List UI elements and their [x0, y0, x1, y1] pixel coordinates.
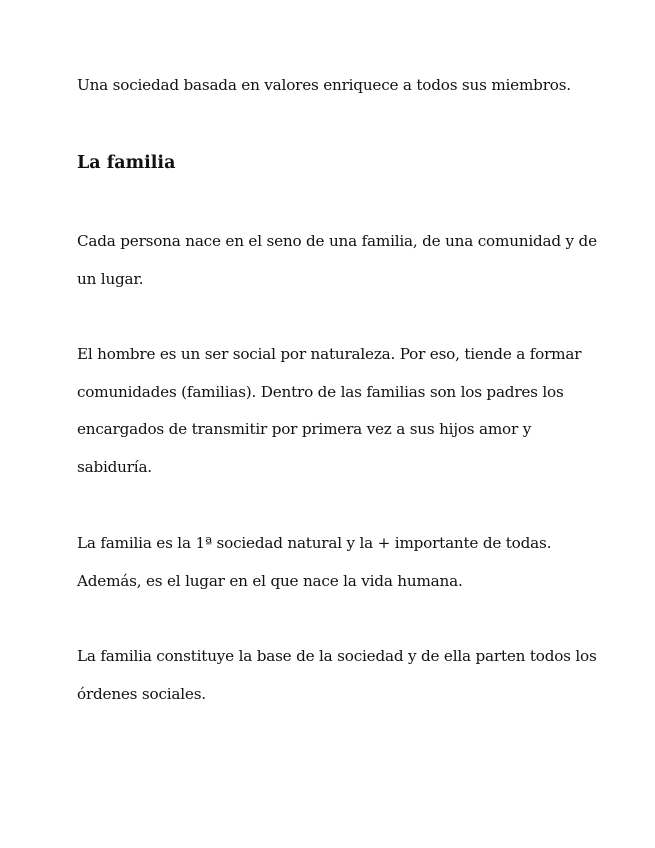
paragraph-line: un lugar. [77, 269, 144, 288]
paragraph-line: La familia constituye la base de la sociedad y de ella parten todos los [77, 647, 597, 665]
paragraph-line: Además, es el lugar en el que nace la vida humana. [77, 571, 463, 590]
paragraph-first-society [77, 525, 597, 600]
paragraph-line: comunidades (familias). Dentro de las familias son los padres los [77, 382, 564, 401]
paragraph-line: órdenes sociales. [77, 684, 206, 703]
paragraph-line: El hombre es un ser social por naturaleza. Por eso, tiende a formar [77, 345, 582, 363]
paragraph-line: Cada persona nace en el seno de una familia, de una comunidad y de [77, 232, 597, 250]
paragraph-base-of-society [77, 638, 597, 713]
paragraph-line: encargados de transmitir por primera vez a sus hijos amor y [77, 420, 532, 439]
intro-paragraph [77, 67, 597, 105]
paragraph-line: sabiduría. [77, 458, 152, 477]
paragraph-social-nature [77, 336, 597, 487]
paragraph-birth [77, 223, 597, 298]
section-heading: La familia [77, 153, 176, 173]
intro-line: Una sociedad basada en valores enriquece a todos sus miembros. [77, 76, 571, 94]
paragraph-line: La familia es la 1ª sociedad natural y la + importante de todas. [77, 534, 552, 552]
